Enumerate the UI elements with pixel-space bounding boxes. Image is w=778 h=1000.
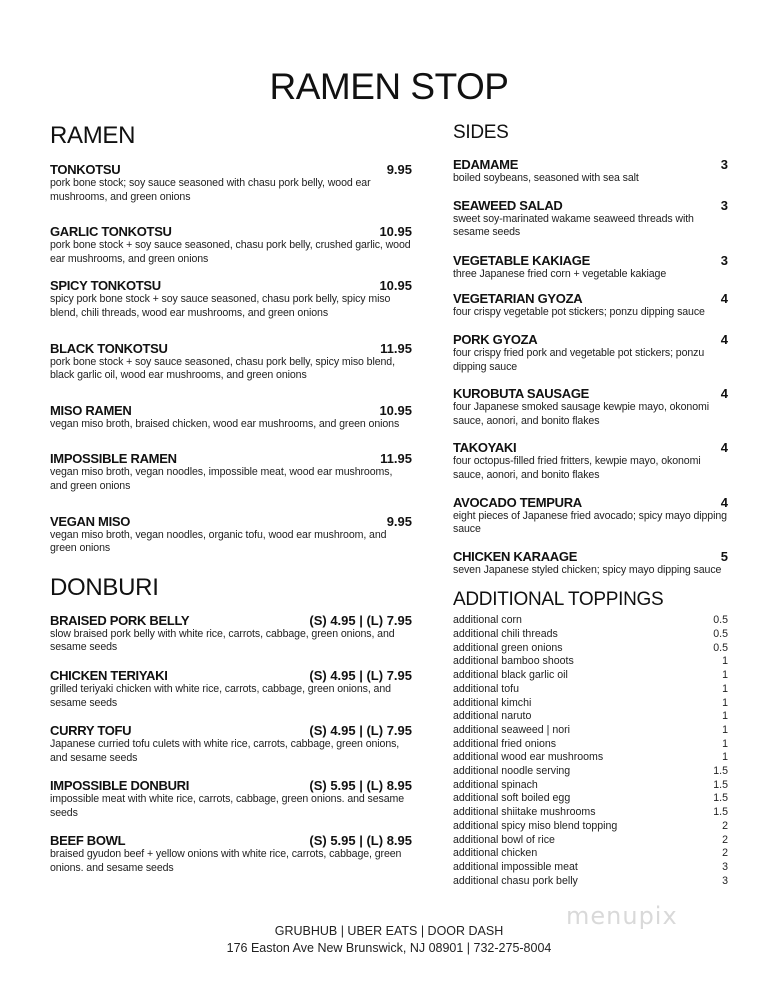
item-name: SPICY TONKOTSU — [50, 278, 161, 294]
item-name: BLACK TONKOTSU — [50, 340, 168, 356]
item-description: impossible meat with white rice, carrots, cabbage, green onions. and sesame seeds — [50, 793, 405, 819]
topping-row — [453, 875, 728, 889]
topping-price: 1 — [722, 669, 728, 682]
topping-name: additional bowl of rice — [453, 833, 555, 846]
item-price: (S) 4.95 | (L) 7.95 — [309, 612, 412, 628]
menu-item — [453, 157, 728, 186]
topping-row — [453, 751, 728, 765]
topping-row — [453, 847, 728, 861]
topping-name: additional impossible meat — [453, 860, 578, 873]
item-name: CHICKEN KARAAGE — [453, 548, 578, 564]
item-description: seven Japanese styled chicken; spicy mayo dipping sauce — [453, 563, 722, 576]
item-name: EDAMAME — [453, 157, 519, 172]
menu-item — [50, 341, 412, 383]
item-name: MISO RAMEN — [50, 402, 132, 418]
item-price: 11.95 — [380, 340, 412, 356]
topping-name: additional noodle serving — [453, 765, 571, 778]
item-name: AVOCADO TEMPURA — [453, 494, 582, 510]
topping-row — [453, 779, 728, 793]
topping-name: additional bamboo shoots — [453, 655, 574, 668]
item-description: four octopus-filled fried fritters, kewpie mayo, okonomi sauce, aonori, and bonito flakes — [453, 455, 701, 481]
topping-name: additional seaweed | nori — [453, 723, 571, 736]
item-description: three Japanese fried corn + vegetable kakiage — [453, 267, 667, 280]
item-description: four Japanese smoked sausage kewpie mayo, okonomi sauce, aonori, and bonito flakes — [453, 401, 709, 427]
item-description: spicy pork bone stock + soy sauce seasoned, chasu pork belly, spicy miso blend, chili threads, wood ear mushrooms, and green onions — [50, 293, 391, 319]
item-price: 4 — [720, 291, 728, 307]
topping-row — [453, 792, 728, 806]
item-price: 3 — [720, 197, 728, 213]
item-price: 4 — [720, 331, 728, 347]
topping-row — [453, 765, 728, 779]
item-description: four crispy fried pork and vegetable pot stickers; ponzu dipping sauce — [453, 346, 705, 373]
topping-name: additional fried onions — [453, 737, 557, 750]
topping-name: additional chasu pork belly — [453, 874, 578, 887]
topping-price: 1.5 — [713, 806, 728, 819]
item-description: four crispy vegetable pot stickers; ponzu dipping sauce — [453, 306, 705, 319]
topping-row — [453, 642, 728, 656]
item-name: SEAWEED SALAD — [453, 197, 563, 213]
item-price: 10.95 — [379, 224, 412, 240]
restaurant-title: RAMEN STOP — [269, 66, 509, 107]
item-price: 4 — [720, 440, 728, 456]
menu-item — [453, 253, 728, 282]
topping-price: 0.5 — [713, 628, 728, 641]
topping-name: additional kimchi — [453, 696, 532, 709]
item-name: CURRY TOFU — [50, 723, 132, 739]
item-name: IMPOSSIBLE DONBURI — [50, 778, 190, 794]
topping-row — [453, 655, 728, 669]
menu-item — [50, 451, 412, 493]
topping-name: additional chicken — [453, 847, 538, 860]
item-price: (S) 4.95 | (L) 7.95 — [309, 667, 412, 683]
topping-row — [453, 806, 728, 820]
topping-price: 1 — [722, 737, 728, 750]
menu-item — [453, 291, 728, 320]
topping-price: 1 — [722, 696, 728, 709]
item-description: braised gyudon beef + yellow onions with white rice, carrots, cabbage, green onions. and sesame seeds — [50, 848, 402, 875]
topping-price: 1.5 — [713, 765, 728, 778]
item-price: 11.95 — [380, 451, 412, 467]
topping-price: 2 — [722, 819, 728, 832]
topping-row — [453, 614, 728, 628]
menu-item — [453, 440, 728, 482]
right-column — [453, 122, 728, 888]
address-phone: 176 Easton Ave New Brunswick, NJ 08901 | 732-275-8004 — [226, 941, 552, 955]
topping-row — [453, 834, 728, 848]
item-price: 9.95 — [386, 162, 412, 177]
menu-item — [50, 514, 412, 556]
topping-price: 0.5 — [713, 614, 728, 627]
topping-name: additional chili threads — [453, 628, 558, 641]
item-description: slow braised pork belly with white rice, carrots, cabbage, green onions, and sesame seeds — [50, 627, 395, 654]
menu-item — [50, 723, 412, 765]
item-price: (S) 5.95 | (L) 8.95 — [309, 833, 412, 849]
topping-name: additional soft boiled egg — [453, 792, 571, 805]
menu-item — [50, 162, 412, 204]
item-price: 4 — [720, 494, 728, 510]
topping-price: 1.5 — [713, 778, 728, 791]
donburi-heading: DONBURI — [50, 573, 159, 601]
item-name: IMPOSSIBLE RAMEN — [50, 451, 177, 467]
topping-price: 1.5 — [713, 792, 728, 805]
item-price: 3 — [720, 252, 728, 268]
menu-item — [50, 668, 412, 710]
item-name: GARLIC TONKOTSU — [50, 224, 172, 240]
menu-item — [50, 833, 412, 875]
item-price: 10.95 — [379, 278, 412, 294]
menu-item — [50, 278, 412, 320]
item-description: grilled teriyaki chicken with white rice, carrots, cabbage, green onions, and sesame seeds — [50, 682, 391, 709]
topping-price: 0.5 — [713, 641, 728, 654]
item-price: 5 — [720, 548, 728, 564]
left-column — [50, 122, 412, 876]
topping-row — [453, 724, 728, 738]
topping-row — [453, 628, 728, 642]
topping-price: 3 — [722, 860, 728, 873]
item-name: KUROBUTA SAUSAGE — [453, 386, 590, 402]
menu-item — [50, 778, 412, 820]
toppings-list — [453, 614, 728, 888]
item-description: vegan miso broth, vegan noodles, organic tofu, wood ear mushroom, and green onions — [50, 528, 387, 555]
topping-name: additional spicy miso blend topping — [453, 819, 618, 832]
item-description: pork bone stock + soy sauce seasoned, chasu pork belly, crushed garlic, wood ear mushrooms, and green onions — [50, 239, 411, 265]
item-name: BRAISED PORK BELLY — [50, 612, 190, 628]
delivery-services: GRUBHUB | UBER EATS | DOOR DASH — [274, 924, 504, 938]
watermark: menupix — [566, 902, 678, 930]
item-name: CHICKEN TERIYAKI — [50, 667, 168, 683]
topping-row — [453, 669, 728, 683]
menu-item — [453, 198, 728, 240]
item-price: 4 — [720, 386, 728, 402]
topping-name: additional tofu — [453, 682, 519, 695]
item-description: boiled soybeans, seasoned with sea salt — [453, 172, 639, 184]
item-description: vegan miso broth, vegan noodles, impossible meat, wood ear mushrooms, and green onions — [50, 466, 393, 492]
topping-price: 1 — [722, 723, 728, 736]
topping-row — [453, 861, 728, 875]
item-name: TAKOYAKI — [453, 440, 517, 456]
topping-name: additional shiitake mushrooms — [453, 806, 596, 819]
ramen-heading: RAMEN — [50, 122, 136, 149]
item-price: 9.95 — [386, 513, 412, 529]
item-description: vegan miso broth, braised chicken, wood ear mushrooms, and green onions — [50, 417, 400, 430]
topping-price: 3 — [722, 874, 728, 887]
menu-item — [453, 332, 728, 374]
topping-row — [453, 820, 728, 834]
toppings-heading: ADDITIONAL TOPPINGS — [453, 589, 664, 611]
topping-price: 1 — [722, 710, 728, 723]
topping-name: additional spinach — [453, 778, 538, 791]
menu-item — [453, 495, 728, 537]
topping-price: 1 — [722, 751, 728, 764]
item-description: pork bone stock + soy sauce seasoned, chasu pork belly, spicy miso blend, black garlic oil, wood ear mushrooms, and green onions — [50, 355, 395, 382]
topping-price: 1 — [722, 682, 728, 695]
topping-price: 1 — [722, 655, 728, 668]
topping-name: additional black garlic oil — [453, 669, 568, 682]
topping-name: additional green onions — [453, 641, 563, 654]
topping-row — [453, 710, 728, 724]
menu-item — [50, 613, 412, 655]
item-price: (S) 5.95 | (L) 8.95 — [309, 778, 412, 794]
item-price: 10.95 — [379, 402, 412, 418]
item-name: TONKOTSU — [50, 162, 121, 177]
topping-name: additional naruto — [453, 710, 532, 723]
topping-price: 2 — [722, 847, 728, 860]
sides-heading: SIDES — [453, 122, 509, 143]
topping-row — [453, 738, 728, 752]
item-description: sweet soy-marinated wakame seaweed threads with sesame seeds — [453, 212, 694, 239]
item-description: Japanese curried tofu culets with white rice, carrots, cabbage, green onions, and sesame seeds — [50, 738, 400, 764]
menu-item — [453, 549, 728, 578]
item-name: PORK GYOZA — [453, 331, 538, 347]
item-price: 3 — [720, 157, 728, 172]
topping-row — [453, 683, 728, 697]
item-name: VEGETABLE KAKIAGE — [453, 252, 590, 268]
topping-name: additional corn — [453, 614, 522, 627]
item-name: VEGETARIAN GYOZA — [453, 291, 583, 307]
item-description: pork bone stock; soy sauce seasoned with chasu pork belly, wood ear mushrooms, and green onions — [50, 177, 371, 203]
menu-item — [50, 403, 412, 432]
topping-price: 2 — [722, 833, 728, 846]
menu-item — [50, 224, 412, 266]
topping-name: additional wood ear mushrooms — [453, 751, 604, 764]
item-description: eight pieces of Japanese fried avocado; spicy mayo dipping sauce — [453, 509, 727, 536]
topping-row — [453, 697, 728, 711]
item-name: VEGAN MISO — [50, 513, 131, 529]
item-price: (S) 4.95 | (L) 7.95 — [309, 723, 412, 739]
item-name: BEEF BOWL — [50, 833, 126, 849]
menu-item — [453, 386, 728, 428]
